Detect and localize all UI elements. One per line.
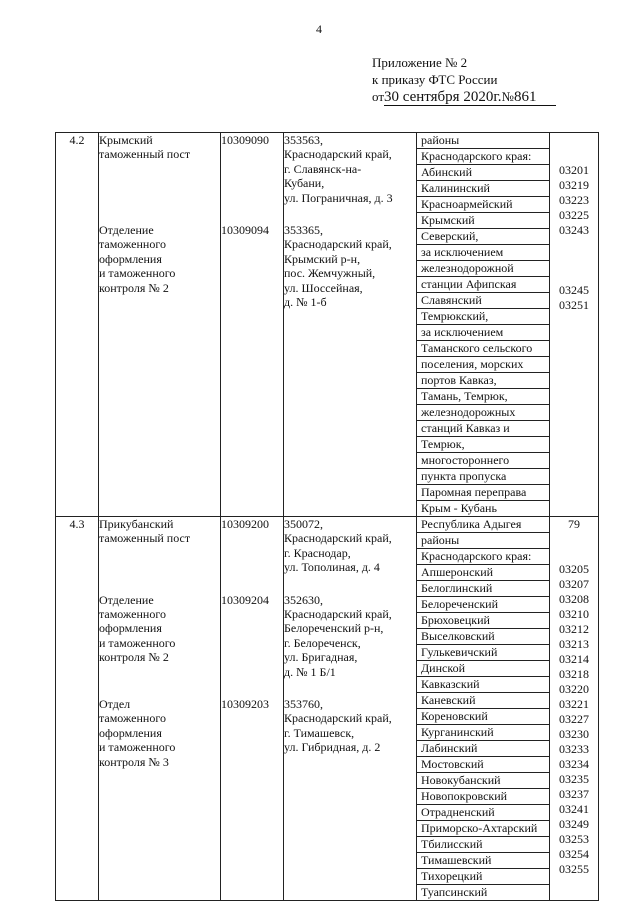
post-address-line: г. Тимашевск, bbox=[284, 725, 355, 740]
area-code: 03219 bbox=[559, 178, 589, 192]
post-address-line: г. Белореченск, bbox=[284, 635, 361, 650]
area-code bbox=[550, 403, 598, 418]
post-address-cell bbox=[284, 517, 417, 901]
area-name: поселения, морских bbox=[417, 357, 549, 373]
number-prefix: № bbox=[501, 89, 514, 104]
post-code bbox=[221, 593, 283, 679]
area-name: Курганинский bbox=[417, 725, 549, 741]
area-name: Туапсинский bbox=[421, 885, 488, 899]
area-code: 03210 bbox=[559, 607, 589, 621]
area-name: Темрюк, bbox=[417, 437, 549, 453]
area-name: Таманского сельского bbox=[417, 341, 549, 357]
post-name bbox=[99, 517, 220, 575]
area-name: Динской bbox=[417, 661, 549, 677]
area-code: 03220 bbox=[559, 682, 589, 696]
table-row bbox=[56, 133, 599, 517]
post-address-line: Крымский р-н, bbox=[284, 251, 361, 266]
area-name: районы bbox=[417, 133, 549, 149]
order-number: 861 bbox=[513, 89, 537, 105]
area-name: Лабинский bbox=[417, 741, 549, 757]
area-code bbox=[550, 373, 598, 388]
post-name-line: и таможенного bbox=[99, 266, 176, 281]
area-name: Тбилисский bbox=[417, 837, 549, 853]
area-code bbox=[550, 253, 598, 268]
post-code bbox=[221, 697, 283, 769]
row-number: 4.3 bbox=[56, 517, 99, 901]
post-address-line: 353563, bbox=[284, 133, 323, 147]
post-name-line: Отделение bbox=[99, 592, 154, 607]
area-name: Северский, bbox=[417, 229, 549, 245]
area-name: Мостовский bbox=[417, 757, 549, 773]
area-list-cell bbox=[417, 133, 550, 517]
post-address bbox=[284, 697, 416, 769]
post-address-line: г. Славянск-на- bbox=[284, 161, 362, 176]
post-address-line: ул. Пограничная, д. 3 bbox=[284, 190, 393, 205]
area-name: за исключением bbox=[417, 325, 549, 341]
area-name: Брюховецкий bbox=[417, 613, 549, 629]
area-code: 03223 bbox=[559, 193, 589, 207]
area-name: Темрюкский, bbox=[417, 309, 549, 325]
area-name: Белореченский bbox=[417, 597, 549, 613]
area-code-cell bbox=[550, 517, 599, 901]
post-code bbox=[221, 223, 283, 309]
area-name: Славянский bbox=[417, 293, 549, 309]
area-code: 03225 bbox=[559, 208, 589, 222]
area-code: 03221 bbox=[559, 697, 589, 711]
post-address-line: д. № 1-б bbox=[284, 295, 327, 310]
post-name-line: таможенного bbox=[99, 607, 166, 621]
post-name bbox=[99, 697, 220, 769]
area-name: Тимашевский bbox=[417, 853, 549, 869]
row-number: 4.2 bbox=[56, 133, 99, 517]
post-address-line: 353365, bbox=[284, 223, 323, 238]
post-address bbox=[284, 593, 416, 679]
area-name: портов Кавказ, bbox=[417, 373, 549, 389]
area-name: Белоглинский bbox=[417, 581, 549, 597]
area-code bbox=[550, 268, 598, 283]
area-name: Выселковский bbox=[417, 629, 549, 645]
area-code: 03245 bbox=[559, 283, 589, 297]
post-address-line: Краснодарский край, bbox=[284, 607, 392, 622]
area-name: железнодорожной bbox=[417, 261, 549, 277]
area-name: Кореновский bbox=[417, 709, 549, 725]
post-name-line: оформления bbox=[99, 621, 162, 636]
area-name: Тихорецкий bbox=[417, 869, 549, 885]
post-name-line: Крымский bbox=[99, 133, 153, 147]
area-code bbox=[550, 358, 598, 373]
post-name bbox=[99, 133, 220, 205]
area-name: железнодорожных bbox=[417, 405, 549, 421]
area-code: 03235 bbox=[559, 772, 589, 786]
post-address-line: ул. Шоссейная, bbox=[284, 280, 363, 295]
post-address-line: 353760, bbox=[284, 697, 323, 712]
post-name-line: Прикубанский bbox=[99, 517, 174, 531]
area-code: 03227 bbox=[559, 712, 589, 726]
area-code: 03205 bbox=[559, 562, 589, 576]
area-code: 03214 bbox=[559, 652, 589, 666]
post-address-line: Кубани, bbox=[284, 176, 325, 191]
post-name-line: и таможенного bbox=[99, 635, 176, 650]
post-address bbox=[284, 223, 416, 309]
post-code-cell bbox=[221, 133, 284, 517]
area-name: Краснодарского края: bbox=[417, 149, 549, 165]
post-code bbox=[221, 133, 283, 205]
post-name-line: контроля № 2 bbox=[99, 650, 169, 665]
area-code bbox=[550, 547, 598, 562]
area-code-cell bbox=[550, 133, 599, 517]
post-name-line: оформления bbox=[99, 725, 162, 740]
post-name-line: и таможенного bbox=[99, 740, 176, 755]
post-name-cell bbox=[99, 133, 221, 517]
area-code bbox=[550, 133, 598, 148]
post-name bbox=[99, 593, 220, 679]
area-code: 79 bbox=[568, 517, 580, 531]
appendix-title: Приложение № 2 bbox=[372, 55, 468, 70]
post-name bbox=[99, 223, 220, 309]
post-name-line: Отделение bbox=[99, 223, 154, 237]
post-code-value: 10309204 bbox=[221, 592, 269, 607]
post-address-line: ул. Тополиная, д. 4 bbox=[284, 560, 380, 575]
area-name: Красноармейский bbox=[417, 197, 549, 213]
post-name-line: таможенный пост bbox=[99, 147, 191, 162]
post-address bbox=[284, 133, 416, 205]
area-code: 03207 bbox=[559, 577, 589, 591]
area-code bbox=[550, 448, 598, 463]
table-row bbox=[56, 517, 599, 901]
order-date: 30 сентября 2020г. bbox=[384, 89, 502, 105]
area-name: Крымский bbox=[417, 213, 549, 229]
post-name-line: таможенного bbox=[99, 237, 166, 252]
post-address-line: 352630, bbox=[284, 592, 323, 607]
area-name: многостороннего bbox=[417, 453, 549, 469]
area-code bbox=[550, 418, 598, 433]
post-name-line: контроля № 3 bbox=[99, 754, 169, 769]
post-code-value: 10309094 bbox=[221, 223, 269, 237]
post-address-line: Краснодарский край, bbox=[284, 531, 392, 546]
area-name: Крым - Кубань bbox=[421, 501, 497, 515]
area-name: Паромная переправа bbox=[417, 485, 549, 501]
date-handwritten-field bbox=[384, 89, 556, 106]
area-code: 03253 bbox=[559, 832, 589, 846]
post-address-cell bbox=[284, 133, 417, 517]
post-address bbox=[284, 517, 416, 575]
post-code-value: 10309203 bbox=[221, 696, 269, 711]
area-name: Новокубанский bbox=[417, 773, 549, 789]
post-address-line: Белореченский р-н, bbox=[284, 621, 384, 636]
area-code bbox=[550, 433, 598, 448]
area-name: Приморско-Ахтарский bbox=[417, 821, 549, 837]
area-code bbox=[550, 238, 598, 253]
area-code: 03249 bbox=[559, 817, 589, 831]
area-code bbox=[550, 328, 598, 343]
area-name: Краснодарского края: bbox=[417, 549, 549, 565]
post-code-value: 10309090 bbox=[221, 133, 269, 147]
area-code: 03212 bbox=[559, 622, 589, 636]
area-code: 03234 bbox=[559, 757, 589, 771]
area-code: 03241 bbox=[559, 802, 589, 816]
area-name: пункта пропуска bbox=[417, 469, 549, 485]
area-code: 03237 bbox=[559, 787, 589, 801]
area-name: Гулькевичский bbox=[417, 645, 549, 661]
customs-posts-table bbox=[55, 132, 599, 901]
post-code-value: 10309200 bbox=[221, 517, 269, 531]
post-address-line: ул. Бригадная, bbox=[284, 650, 358, 665]
area-name: Республика Адыгея bbox=[417, 517, 549, 533]
post-name-cell bbox=[99, 517, 221, 901]
area-code: 03208 bbox=[559, 592, 589, 606]
area-code bbox=[550, 388, 598, 403]
area-code: 03255 bbox=[559, 862, 589, 876]
page-number: 4 bbox=[316, 22, 322, 36]
area-code bbox=[550, 313, 598, 328]
post-address-line: Краснодарский край, bbox=[284, 147, 392, 162]
area-name: районы bbox=[417, 533, 549, 549]
area-name: Кавказский bbox=[417, 677, 549, 693]
post-name-line: таможенный пост bbox=[99, 531, 191, 546]
post-address-line: ул. Гибридная, д. 2 bbox=[284, 740, 381, 755]
post-address-line: г. Краснодар, bbox=[284, 545, 351, 560]
post-address-line: пос. Жемчужный, bbox=[284, 266, 376, 281]
post-name-line: таможенного bbox=[99, 711, 166, 726]
post-address-line: 350072, bbox=[284, 517, 323, 531]
post-name-line: оформления bbox=[99, 251, 162, 266]
post-name-line: контроля № 2 bbox=[99, 280, 169, 295]
post-name-line: Отдел bbox=[99, 696, 131, 711]
area-code bbox=[550, 463, 598, 478]
area-code: 03201 bbox=[559, 163, 589, 177]
date-prefix: от bbox=[372, 89, 385, 104]
area-name: за исключением bbox=[417, 245, 549, 261]
area-list-cell bbox=[417, 517, 550, 901]
area-name: Отрадненский bbox=[417, 805, 549, 821]
area-name: Новопокровский bbox=[417, 789, 549, 805]
post-address-line: Краснодарский край, bbox=[284, 237, 392, 252]
area-code bbox=[550, 532, 598, 547]
order-reference: к приказу ФТС России bbox=[372, 72, 498, 87]
area-code: 03213 bbox=[559, 637, 589, 651]
post-code bbox=[221, 517, 283, 575]
area-code: 03251 bbox=[559, 298, 589, 312]
order-date-line bbox=[372, 88, 556, 106]
area-name: Апшеронский bbox=[417, 565, 549, 581]
area-code bbox=[550, 478, 598, 493]
area-code: 03230 bbox=[559, 727, 589, 741]
area-name: Каневский bbox=[417, 693, 549, 709]
area-name: станции Афипская bbox=[417, 277, 549, 293]
area-code bbox=[550, 343, 598, 358]
area-code bbox=[550, 148, 598, 163]
area-code: 03254 bbox=[559, 847, 589, 861]
area-code: 03243 bbox=[559, 223, 589, 237]
post-address-line: д. № 1 Б/1 bbox=[284, 664, 336, 679]
area-name: станций Кавказ и bbox=[417, 421, 549, 437]
area-name: Абинский bbox=[417, 165, 549, 181]
area-code: 03233 bbox=[559, 742, 589, 756]
post-code-cell bbox=[221, 517, 284, 901]
area-name: Тамань, Темрюк, bbox=[417, 389, 549, 405]
area-code: 03218 bbox=[559, 667, 589, 681]
post-address-line: Краснодарский край, bbox=[284, 711, 392, 726]
area-name: Калининский bbox=[417, 181, 549, 197]
